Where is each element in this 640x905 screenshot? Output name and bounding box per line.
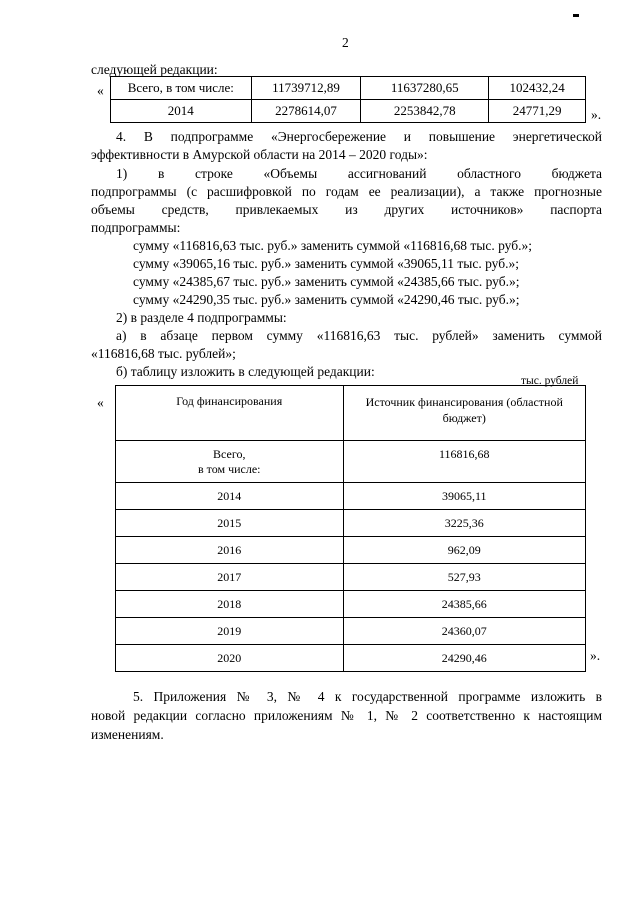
table-cell-year: 2015 (116, 510, 344, 537)
table-row-total (116, 441, 586, 483)
table-cell-year: 2017 (116, 564, 344, 591)
total-label-line1: Всего, (213, 447, 246, 461)
replacement-line: сумму «39065,16 тыс. руб.» заменить суммой «39065,11 тыс. руб.»; (133, 256, 519, 271)
table-cell: 2278614,07 (251, 100, 361, 123)
para4-sub2b: б) таблицу изложить в следующей редакции: (116, 364, 375, 379)
scan-mark (573, 14, 579, 17)
header-source: Источник финансирования (областной бюджет) (343, 386, 586, 441)
intro-line: следующей редакции: (91, 62, 218, 77)
table2-open-quote: « (97, 395, 104, 410)
table-cell-year: 2014 (116, 483, 344, 510)
para4-sub2a-line2: «116816,68 тыс. рублей»; (91, 346, 236, 361)
para4-line2: эффективности в Амурской области на 2014 – 2020 годы»: (91, 147, 428, 162)
table1-close-quote: ». (591, 107, 602, 122)
table-cell-year: 2018 (116, 591, 344, 618)
header-year: Год финансирования (116, 386, 344, 441)
table-cell: 2253842,78 (361, 100, 489, 123)
total-label (116, 441, 344, 483)
table-cell-amount: 24360,07 (343, 618, 586, 645)
table-cell-amount: 3225,36 (343, 510, 586, 537)
table-cell-year: 2019 (116, 618, 344, 645)
replacement-line: сумму «116816,63 тыс. руб.» заменить суммой «116816,68 тыс. руб.»; (133, 238, 532, 253)
table-cell-amount: 527,93 (343, 564, 586, 591)
total-value: 116816,68 (343, 441, 586, 483)
para5-line3: изменениям. (91, 727, 164, 742)
para4-line1: 4. В подпрограмме «Энергосбережение и повышение энергетической (116, 129, 602, 144)
table-row (111, 77, 586, 100)
table1-open-quote: « (97, 83, 104, 98)
para5-line2: новой редакции согласно приложениям № 1, № 2 соответственно к настоящим (91, 708, 602, 723)
table-cell: 102432,24 (489, 77, 586, 100)
para4-sub1-line2: подпрограммы (с расшифровкой по годам ее реализации), а также прогнозные (91, 184, 602, 199)
table-cell: 24771,29 (489, 100, 586, 123)
table-cell: 11637280,65 (361, 77, 489, 100)
table-row (116, 591, 586, 618)
table-cell-amount: 24290,46 (343, 645, 586, 672)
table-cell-amount: 962,09 (343, 537, 586, 564)
table-row (116, 618, 586, 645)
financing-table-1 (110, 76, 586, 123)
table-row (116, 483, 586, 510)
table-header-row (116, 386, 586, 441)
page-number: 2 (342, 35, 349, 50)
para4-sub1-line4: подпрограммы: (91, 220, 181, 235)
table-cell: Всего, в том числе: (111, 77, 252, 100)
table2-close-quote: ». (590, 648, 601, 663)
para4-sub1-line3: объемы средств, привлекаемых из других источников» паспорта (91, 202, 602, 217)
para4-sub2a-line1: а) в абзаце первом сумму «116816,63 тыс. рублей» заменить суммой (116, 328, 602, 343)
replacement-line: сумму «24385,67 тыс. руб.» заменить суммой «24385,66 тыс. руб.»; (133, 274, 520, 289)
table-cell: 2014 (111, 100, 252, 123)
table-cell-year: 2016 (116, 537, 344, 564)
replacement-line: сумму «24290,35 тыс. руб.» заменить суммой «24290,46 тыс. руб.»; (133, 292, 520, 307)
table-row (116, 645, 586, 672)
para5-line1: 5. Приложения № 3, № 4 к государственной программе изложить в (133, 689, 602, 704)
table-row (116, 564, 586, 591)
table-cell: 11739712,89 (251, 77, 361, 100)
units-label: тыс. рублей (521, 375, 579, 387)
financing-table-2 (115, 385, 586, 672)
para4-sub1-line1: 1) в строке «Объемы ассигнований областного бюджета (116, 166, 602, 181)
total-label-line2: в том числе: (197, 462, 261, 476)
table-cell-year: 2020 (116, 645, 344, 672)
table-row (111, 100, 586, 123)
table-cell-amount: 24385,66 (343, 591, 586, 618)
table-row (116, 537, 586, 564)
table-row (116, 510, 586, 537)
para4-sub2: 2) в разделе 4 подпрограммы: (116, 310, 287, 325)
table-cell-amount: 39065,11 (343, 483, 586, 510)
